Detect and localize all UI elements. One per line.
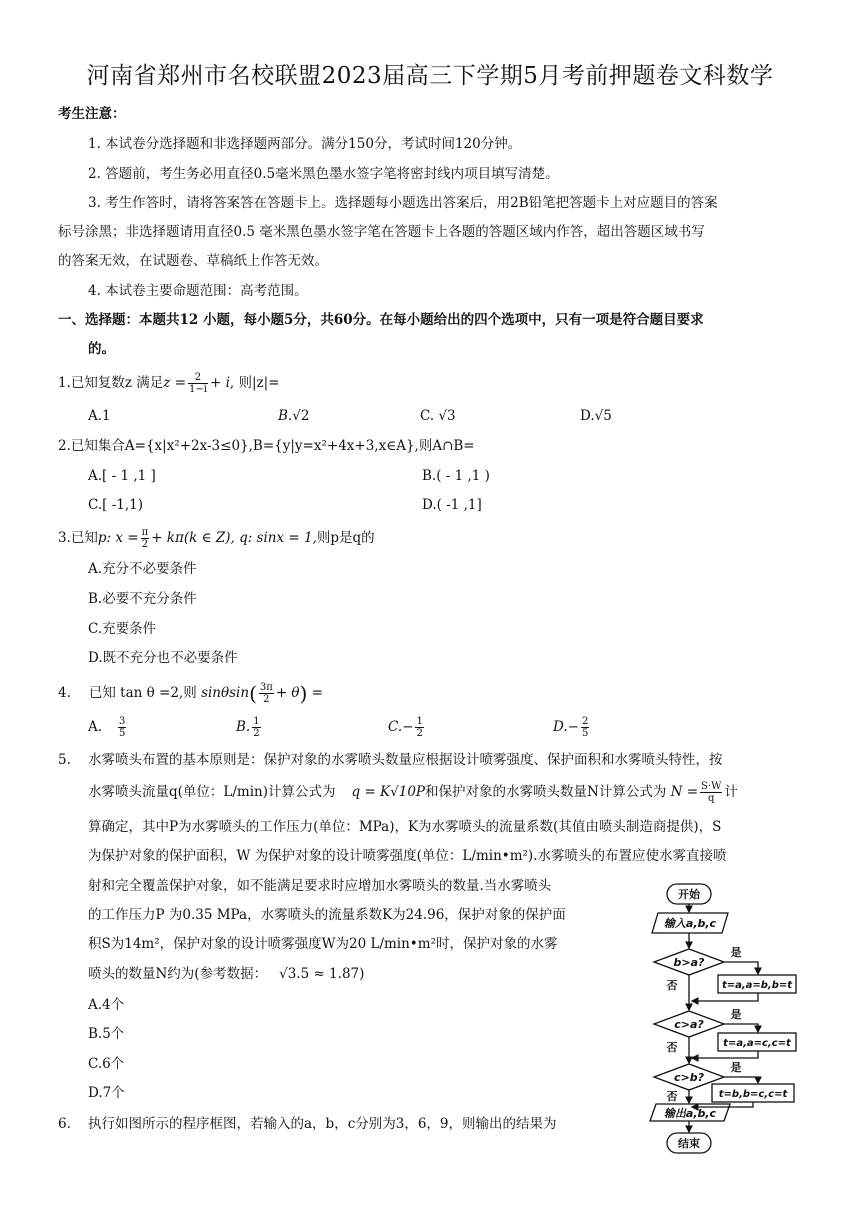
- page-title: 河南省郑州市名校联盟2023届高三下学期5月考前押题卷文科数学: [86, 63, 774, 89]
- notice-item-2: 2. 答题前，考生务必用直径0.5毫米黑色墨水签字笔将密封线内项目填写清楚。: [88, 166, 559, 182]
- flow-end-label: 结束: [678, 1137, 700, 1150]
- notice-item-3: 3. 考生作答时，请将答案答在答题卡上。选择题每小题选出答案后，用2B铅笔把答题卡上对应题目的答案: [88, 195, 718, 211]
- q1-den: 1−i: [189, 384, 207, 395]
- q4-fraction: $\frac{3\pi}{2}$: [259, 682, 273, 705]
- q1-suffix: , 则|z|=: [229, 375, 280, 391]
- q5-formula-q: q = K√10P: [351, 784, 426, 800]
- q5-line-6: 的工作压力P 为0.35 MPa，水雾喷头的流量系数K为24.96，保护对象的保护面: [88, 907, 566, 923]
- flow-no-3: 否: [666, 1090, 678, 1103]
- flow-yes-2: 是: [730, 1008, 742, 1021]
- q1-fraction: [188, 372, 208, 395]
- flow-cond1-label: b>a?: [673, 956, 705, 969]
- notice-heading: 考生注意：: [58, 106, 126, 122]
- flow-yes-1: 是: [730, 946, 742, 959]
- flow-act2-label: t=a,a=c,c=t: [723, 1038, 791, 1049]
- q2-option-a: A.[ - 1 ,1 ]: [88, 468, 156, 484]
- flow-no-1: 否: [666, 979, 678, 992]
- q2-option-c: C.[ -1,1): [88, 497, 143, 513]
- q6-number: 6.: [58, 1116, 71, 1132]
- q4-option-c: C.− $\frac{1}{2}$: [388, 716, 423, 739]
- q1-tail: + i: [209, 375, 230, 391]
- question-4: 4. 已知 tan θ =2,则 sinθsin( $\frac{3\pi}{2}$ + θ) =: [58, 681, 323, 706]
- q6-stem: 执行如图所示的程序框图，若输入的a，b，c分别为3，6，9，则输出的结果为: [88, 1116, 557, 1132]
- question-1: [58, 372, 280, 395]
- q2-option-b: B.( - 1 ,1 ): [422, 468, 490, 484]
- q1-num: 2: [188, 372, 208, 384]
- question-2: 2.已知集合A={x|x²+2x-3≤0},B={y|y=x²+4x+3,x∈A},则A∩B=: [58, 438, 475, 454]
- notice-item-4: 4. 本试卷主要命题范围：高考范围。: [88, 283, 308, 299]
- q2-option-d: D.( -1 ,1]: [422, 497, 482, 513]
- q5-line-7: 积S为14m²，保护对象的设计喷雾强度W为20 L/min•m²时，保护对象的水雾: [88, 936, 558, 952]
- q5-formula-n: N =: [670, 784, 699, 800]
- flow-output-label: 输出a,b,c: [663, 1107, 717, 1120]
- q1-option-d: D.√5: [580, 408, 612, 424]
- flow-cond3-label: c>b?: [674, 1071, 704, 1084]
- q1-option-a: A.1: [88, 408, 111, 424]
- notice-item-3-cont: 标号涂黑；非选择题请用直径0.5 毫米黑色墨水签字笔在答题卡上各题的答题区域内作答，超出答题区域书写: [58, 224, 705, 240]
- q3-prefix: 3.已知: [58, 530, 98, 546]
- q5-option-d: D.7个: [88, 1085, 125, 1101]
- flow-input-label: 输入a,b,c: [663, 917, 717, 930]
- q3-option-b: B.必要不充分条件: [88, 591, 197, 607]
- section-heading: 一、选择题：本题共12 小题，每小题5分，共60分。在每小题给出的四个选项中，只有一项是符合题目要求: [58, 312, 704, 328]
- q4-prefix: 已知 tan θ =2,则: [88, 685, 197, 701]
- q5-line-1: 水雾喷头布置的基本原则是：保护对象的水雾喷头数量应根据设计喷雾强度、保护面积和水雾喷头特性，按: [88, 752, 723, 768]
- q3-option-d: D.既不充分也不必要条件: [88, 650, 238, 666]
- notice-item-3-end: 的答案无效，在试题卷、草稿纸上作答无效。: [58, 253, 328, 269]
- q3-option-a: A.充分不必要条件: [88, 561, 197, 577]
- q5-option-b: B.5个: [88, 1026, 125, 1042]
- q4-option-d: D.− $\frac{2}{5}$: [553, 716, 589, 739]
- q5-option-a: A.4个: [88, 997, 125, 1013]
- q5-option-c: C.6个: [88, 1056, 125, 1072]
- q1-option-c: C. √3: [420, 408, 456, 424]
- notice-item-1: 1. 本试卷分选择题和非选择题两部分。满分150分，考试时间120分钟。: [88, 136, 522, 152]
- flow-no-2: 否: [666, 1041, 678, 1054]
- q1-option-b: B.√2: [278, 408, 310, 424]
- q5-line-4: 为保护对象的保护面积，W 为保护对象的设计喷雾强度(单位：L/min•m²).水雾喷头的布置应使水雾直接喷: [88, 848, 727, 864]
- q4-option-b: B. $\frac{1}{2}$: [236, 716, 260, 739]
- q1-z: z =: [163, 375, 187, 391]
- q4-option-a: A. $\frac{3}{5}$: [88, 716, 126, 739]
- q5-line-3: 算确定，其中P为水雾喷头的工作压力(单位：MPa)，K为水雾喷头的流量系数(其值由喷头制造商提供)，S: [88, 819, 722, 835]
- q4-number: 4.: [58, 685, 71, 701]
- flow-start-label: 开始: [678, 888, 700, 901]
- flow-yes-3: 是: [730, 1061, 742, 1074]
- q5-number: 5.: [58, 752, 71, 768]
- question-3: [58, 527, 375, 550]
- q3-mid: + kπ(k ∈ Z), q: sinx = 1,: [151, 530, 317, 546]
- flow-act1-label: t=a,a=b,b=t: [721, 980, 793, 991]
- section-heading-cont: 的。: [88, 341, 115, 357]
- q3-suffix: 则p是q的: [316, 530, 375, 546]
- q3-fraction: $\frac{\pi}{2}$: [141, 527, 149, 550]
- q1-prefix: 1.已知复数z 满足: [58, 375, 164, 391]
- q3-option-c: C.充要条件: [88, 621, 157, 637]
- q3-p: p: x =: [97, 530, 139, 546]
- q5-line-5: 射和完全覆盖保护对象，如不能满足要求时应增加水雾喷头的数量.当水雾喷头: [88, 878, 552, 894]
- flow-cond2-label: c>a?: [674, 1018, 704, 1031]
- q4-expr: sinθsin: [201, 685, 250, 701]
- flow-act3-label: t=b,b=c,c=t: [718, 1089, 788, 1100]
- q5-line-2: 水雾喷头流量q(单位：L/min)计算公式为 q = K√10P和保护对象的水雾喷头数量N计算公式为 N = $\frac{S\cdot W}{q}$ 计: [88, 781, 738, 804]
- flowchart: [640, 878, 810, 1163]
- q5-line-8: 喷头的数量N约为(参考数据： √3.5 ≈ 1.87): [88, 966, 365, 982]
